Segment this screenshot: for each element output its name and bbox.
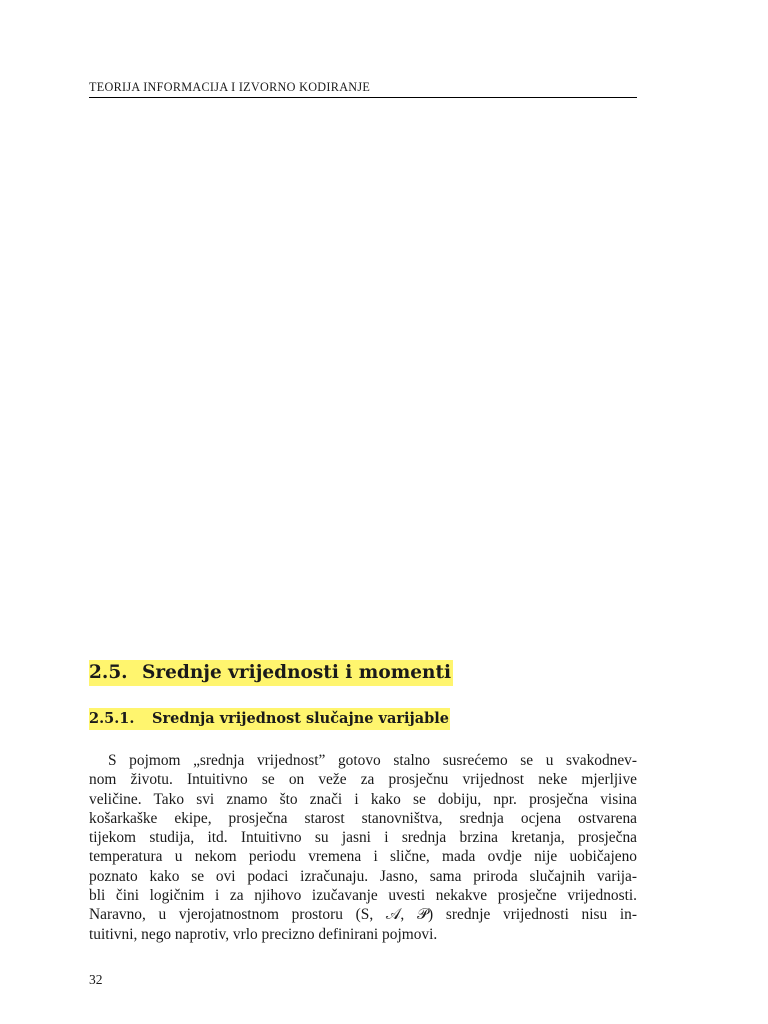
section-title: Srednje vrijednosti i momenti	[142, 662, 452, 683]
paragraph-line: nom životu. Intuitivno se on veže za prosječnu vrijednost neke mjerljive	[89, 771, 637, 789]
paragraph-line: Naravno, u vjerojatnostnom prostoru (S, 𝒜, 𝒫) srednje vrijednosti nisu in-	[89, 906, 637, 924]
paragraph-line: košarkaške ekipe, prosječna starost stanovništva, srednja ocjena ostvarena	[89, 809, 637, 827]
paragraph-line: poznato kako se ovi podaci izračunaju. Jasno, sama priroda slučajnih varija-	[89, 867, 637, 885]
subsection-heading	[89, 708, 450, 730]
header-rule	[89, 97, 637, 98]
paragraph-line: bli čini logičnim i za njihovo izučavanje uvesti nekakve prosječne vrijednosti.	[89, 887, 637, 905]
paragraph-line: temperatura u nekom periodu vremena i slične, mada ovdje nije uobičajeno	[89, 848, 637, 866]
running-header: TEORIJA INFORMACIJA I IZVORNO KODIRANJE	[89, 80, 371, 94]
subsection-title: Srednja vrijednost slučajne varijable	[152, 710, 449, 727]
paragraph-line: veličine. Tako svi znamo što znači i kako se dobiju, npr. prosječna visina	[89, 790, 637, 808]
body-paragraph	[89, 751, 637, 944]
paragraph-line: tijekom studija, itd. Intuitivno su jasni i srednja brzina kretanja, prosječna	[89, 829, 637, 847]
subsection-number: 2.5.1.	[89, 710, 135, 727]
section-number: 2.5.	[89, 662, 128, 683]
page-number: 32	[89, 972, 103, 987]
paragraph-line: S pojmom „srednja vrijednost” gotovo stalno susrećemo se u svakodnev-	[108, 752, 637, 769]
paragraph-line: tuitivni, nego naprotiv, vrlo precizno definirani pojmovi.	[89, 925, 438, 943]
section-heading	[89, 660, 453, 686]
